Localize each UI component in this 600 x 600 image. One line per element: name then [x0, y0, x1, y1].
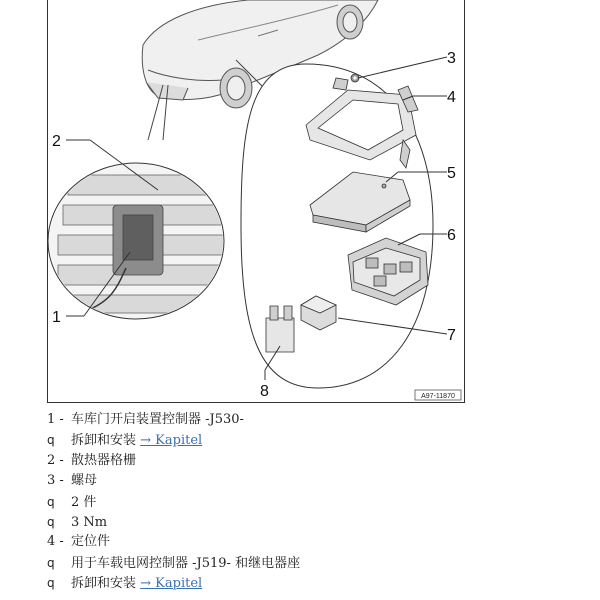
legend-item-number: 2 - [47, 452, 64, 468]
bullet-text: 用于车载电网控制器 -J519- 和继电器座 [71, 555, 301, 571]
legend-item-3 [47, 471, 587, 491]
callout-5: 5 [447, 165, 456, 182]
bullet-marker: q [47, 576, 55, 591]
kapitel-link[interactable]: → Kapitel [140, 433, 203, 449]
callout-6: 6 [447, 227, 456, 244]
bullet-text: 拆卸和安装 [71, 576, 137, 592]
legend-bullet [47, 492, 587, 512]
legend-item-text: 车库门开启装置控制器 -J530- [71, 412, 244, 427]
legend-item-text: 螺母 [71, 473, 98, 489]
bullet-text: 拆卸和安装 [71, 433, 137, 449]
legend-item-4 [47, 532, 587, 552]
nut-part [351, 74, 359, 82]
legend-item-text: 散热器格栅 [71, 452, 137, 468]
legend-item-number: 4 - [47, 534, 64, 550]
bullet-marker: q [47, 514, 55, 529]
bullet-marker: q [47, 433, 55, 448]
exploded-view-figure [47, 0, 465, 403]
legend-item-number: 3 - [47, 473, 64, 489]
bullet-text: 3 Nm [71, 514, 108, 530]
legend-bullet [47, 573, 587, 593]
kapitel-link[interactable]: → Kapitel [140, 576, 203, 592]
callout-2: 2 [52, 133, 61, 150]
callout-4: 4 [447, 89, 456, 106]
parts-legend [47, 410, 587, 594]
detail-circle-grill [48, 160, 233, 320]
callout-3: 3 [447, 50, 456, 67]
figure-code: A97-11870 [421, 393, 455, 400]
callout-8: 8 [260, 383, 269, 400]
bullet-text: 2 件 [71, 494, 97, 510]
figure-drawing [48, 0, 466, 403]
legend-item-number: 1 - [47, 412, 64, 427]
legend-item-1 [47, 410, 587, 430]
callout-1: 1 [52, 309, 61, 326]
legend-bullet [47, 430, 587, 450]
legend-item-2 [47, 451, 587, 471]
figure-code-box [415, 390, 461, 400]
legend-bullet [47, 553, 587, 573]
legend-item-text: 定位件 [71, 534, 111, 550]
legend-bullet [47, 512, 587, 532]
callout-7: 7 [447, 327, 456, 344]
bullet-marker: q [47, 555, 55, 570]
bullet-marker: q [47, 494, 55, 509]
